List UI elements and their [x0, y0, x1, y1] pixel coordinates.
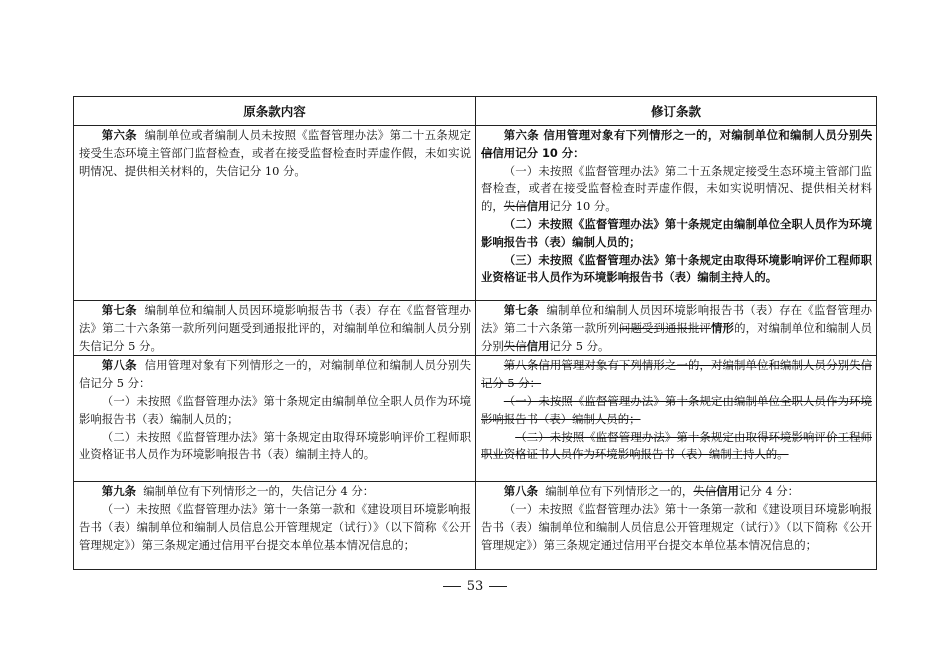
table-row: [74, 301, 877, 356]
paragraph: [481, 127, 872, 163]
table-row: [74, 356, 877, 482]
paragraph: [79, 127, 471, 180]
deleted-text: 问题受到通报批评: [619, 320, 712, 335]
deleted-text: 失信: [693, 484, 717, 499]
article-text: 编制单位和编制人员因环境影响报告书（表）存在《监督管理办法》第二十六条第一款所列问题受到通报批评的，对编制单位和编制人员分别失信记分 5 分。: [79, 303, 471, 353]
article-number: 第八条: [101, 358, 137, 373]
paragraph: （二）未按照《监督管理办法》第十条规定由取得环境影响评价工程师职业资格证书人员作为环境影响报告书（表）编制主持人的。: [79, 429, 471, 462]
page-number-text: 53: [466, 579, 484, 594]
table-header-row: [74, 97, 877, 126]
dash-right: [489, 586, 507, 587]
original-article-9: [74, 482, 476, 570]
article-text: 编制单位或者编制人员未按照《监督管理办法》第二十五条规定接受生态环境主管部门监督检查，或者在接受监督检查时弄虚作假，未如实说明情况、提供相关材料的，失信记分 10 分。: [79, 128, 471, 178]
paragraph: （一）未按照《监督管理办法》第十一条第一款和《建设项目环境影响报告书（表）编制单位和编制人员信息公开管理规定（试行）》（以下简称《公开管理规定》）第三条规定通过信用平台提交本单位基本情况信息的；: [79, 502, 471, 552]
text: 编制单位有下列情形之一的，: [545, 484, 694, 499]
original-article-6: [74, 126, 476, 301]
text: 编制单位有下列情形之一的，失信记分 4 分：: [143, 484, 375, 499]
paragraph: （三）未按照《监督管理办法》第十条规定由取得环境影响评价工程师职业资格证书人员作为环境影响报告书（表）编制主持人的。: [481, 252, 872, 285]
revised-article-8-deleted: [476, 356, 877, 482]
revised-article-6: [476, 126, 877, 301]
inserted-text: 情形: [711, 320, 735, 335]
deleted-text: 失信: [503, 199, 527, 214]
paragraph: [79, 483, 471, 501]
article-number: 第八条: [503, 484, 538, 499]
inserted-text: 信用: [716, 484, 739, 499]
dash-left: [443, 586, 461, 587]
text: 记分 10 分。: [549, 199, 617, 214]
deleted-paragraph: （一）未按照《监督管理办法》第十条规定由编制单位全职人员作为环境影响报告书（表）编制人员的；: [481, 393, 872, 426]
text: 记分 10 分：: [515, 145, 585, 160]
paragraph: [79, 357, 471, 393]
page-number: [0, 579, 950, 594]
table-row: [74, 126, 877, 301]
original-article-7: [74, 301, 476, 356]
revised-article-7: [476, 301, 877, 356]
article-number: 第七条: [503, 303, 539, 317]
original-article-8: [74, 356, 476, 482]
inserted-text: 信用: [526, 338, 550, 353]
text: 信用管理对象有下列情形之一的，对编制单位和编制人员分别失信记分 5 分：: [79, 358, 471, 391]
text: 记分 5 分。: [549, 338, 610, 353]
text: （一）未按照《监督管理办法》第二十五条规定接受生态环境主管部门监督检查，或者在接受监督检查时弄虚作假，未如实说明情况、提供相关材料的，: [481, 163, 872, 214]
table-row: [74, 482, 877, 570]
header-original: 原条款内容: [74, 97, 476, 126]
paragraph: [481, 302, 872, 355]
article-number: 第七条: [101, 303, 137, 317]
inserted-text: 信用: [526, 199, 550, 214]
text: 编制单位和编制人员因环境影响报告书（表）存在《监督管理办法》第二十六条第一款所列: [481, 303, 872, 335]
inserted-text: 信用: [492, 145, 516, 160]
paragraph: （一）未按照《监督管理办法》第十条规定由编制单位全职人员作为环境影响报告书（表）编制人员的；: [79, 393, 471, 426]
paragraph: [481, 483, 872, 501]
article-number: 第六条: [101, 128, 137, 142]
paragraph: （二）未按照《监督管理办法》第十条规定由编制单位全职人员作为环境影响报告书（表）编制人员的；: [481, 216, 872, 249]
comparison-table: [73, 96, 877, 570]
text: 记分 4 分：: [738, 484, 799, 499]
header-revised: 修订条款: [476, 97, 877, 126]
deleted-text: 失信: [503, 338, 527, 353]
revised-article-8-new: [476, 482, 877, 570]
article-number: 第九条: [101, 484, 136, 499]
deleted-text: 失信: [481, 128, 872, 160]
deleted-paragraph: （二）未按照《监督管理办法》第十条规定由取得环境影响评价工程师职业资格证书人员作为环境影响报告书（表）编制主持人的。: [481, 429, 872, 462]
paragraph: [79, 302, 471, 355]
paragraph: [481, 163, 872, 216]
text: 第六条 信用管理对象有下列情形之一的，对编制单位和编制人员分别: [503, 128, 861, 142]
deleted-paragraph: 第八条信用管理对象有下列情形之一的，对编制单位和编制人员分别失信记分 5 分：: [481, 358, 872, 391]
paragraph: （一）未按照《监督管理办法》第十一条第一款和《建设项目环境影响报告书（表）编制单位和编制人员信息公开管理规定（试行）》（以下简称《公开管理规定》）第三条规定通过信用平台提交本单位基本情况信息的；: [481, 502, 872, 552]
text: 的，对编制单位和编制人员分别: [481, 320, 872, 353]
